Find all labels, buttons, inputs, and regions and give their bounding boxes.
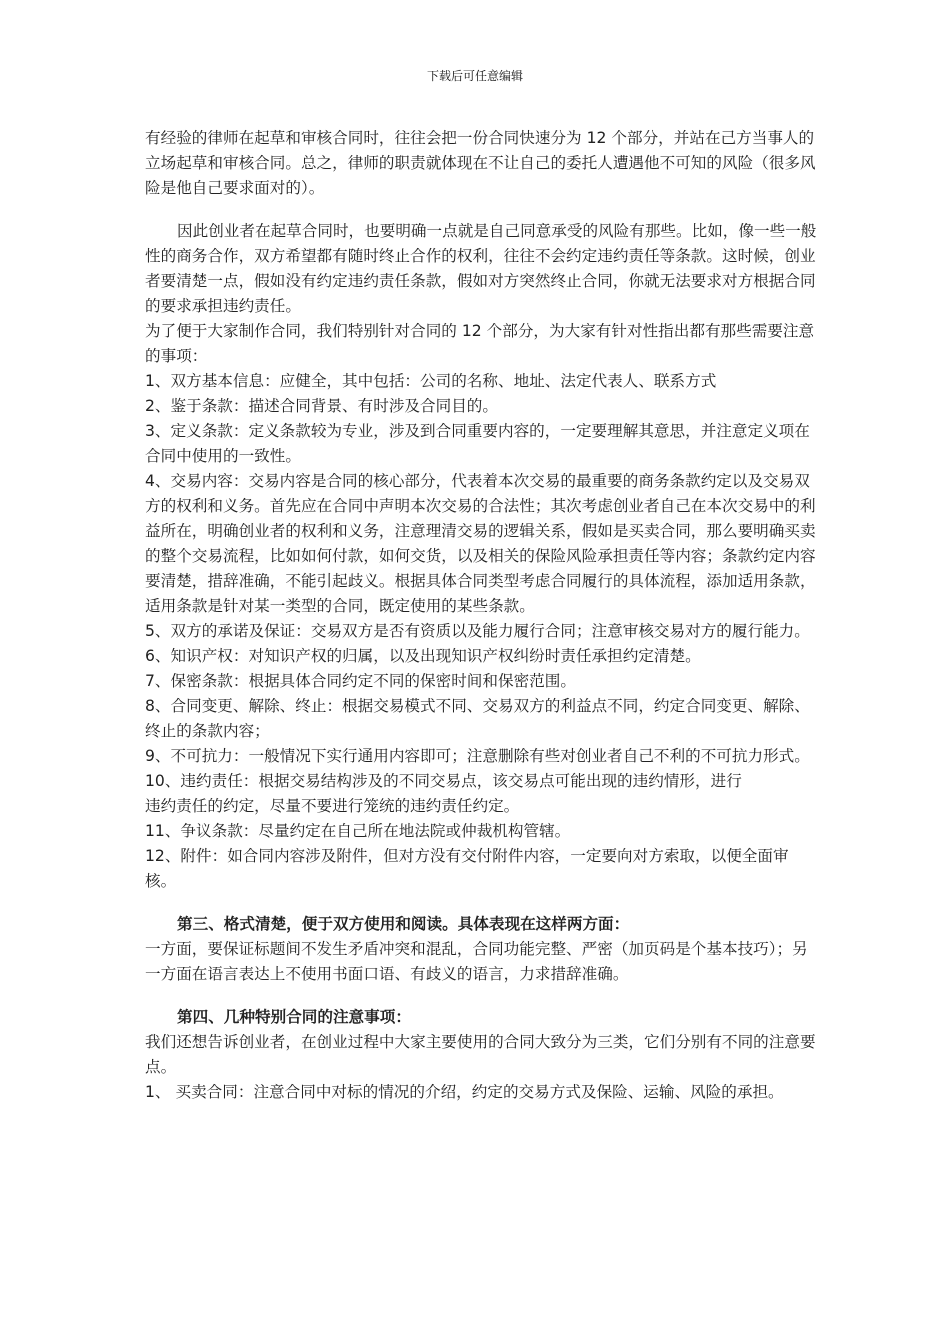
list-item-1: 1、双方基本信息：应健全，其中包括：公司的名称、地址、法定代表人、联系方式 bbox=[145, 372, 717, 390]
document-body bbox=[145, 126, 817, 1105]
section-3-body: 一方面，要保证标题间不发生矛盾冲突和混乱，合同功能完整、严密（加页码是个基本技巧）；另一方面在语言表达上不使用书面口语、有歧义的语言，力求措辞准确。 bbox=[145, 940, 808, 983]
intro-paragraph-3: 为了便于大家制作合同，我们特别针对合同的 12 个部分，为大家有针对性指出都有那些需要注意的事项： bbox=[145, 322, 815, 365]
list-item-3: 3、定义条款：定义条款较为专业，涉及到合同重要内容的，一定要理解其意思，并注意定义项在合同中使用的一致性。 bbox=[145, 422, 810, 465]
list-item-5: 5、双方的承诺及保证：交易双方是否有资质以及能力履行合同；注意审核交易对方的履行能力。 bbox=[145, 622, 810, 640]
section-4-body: 我们还想告诉创业者，在创业过程中大家主要使用的合同大致分为三类，它们分别有不同的注意要点。 bbox=[145, 1033, 816, 1076]
list-item-9: 9、不可抗力：一般情况下实行通用内容即可；注意删除有些对创业者自己不利的不可抗力形式。 bbox=[145, 747, 810, 765]
list-item-8: 8、合同变更、解除、终止：根据交易模式不同、交易双方的利益点不同，约定合同变更、解除、终止的条款内容； bbox=[145, 697, 810, 740]
list-item-11: 11、争议条款：尽量约定在自己所在地法院或仲裁机构管辖。 bbox=[145, 822, 571, 840]
list-item-10: 10、违约责任：根据交易结构涉及的不同交易点，该交易点可能出现的违约情形，进行 bbox=[145, 772, 742, 790]
list-item-7: 7、保密条款：根据具体合同约定不同的保密时间和保密范围。 bbox=[145, 672, 576, 690]
list-item-10-continued: 违约责任的约定，尽量不要进行笼统的违约责任约定。 bbox=[145, 797, 520, 815]
intro-paragraph-1: 有经验的律师在起草和审核合同时，往往会把一份合同快速分为 12 个部分，并站在己方当事人的立场起草和审核合同。总之，律师的职责就体现在不让自己的委托人遭遇他不可知的风险（很多风险是他自己要求面对的）。 bbox=[145, 129, 816, 197]
section-3-heading: 第三、格式清楚，便于双方使用和阅读。具体表现在这样两方面： bbox=[177, 915, 630, 933]
section-4-item-1: 1、 买卖合同：注意合同中对标的情况的介绍，约定的交易方式及保险、运输、风险的承担。 bbox=[145, 1083, 784, 1101]
intro-paragraph-2: 因此创业者在起草合同时，也要明确一点就是自己同意承受的风险有那些。比如，像一些一般性的商务合作，双方希望都有随时终止合作的权利，往往不会约定违约责任等条款。这时候，创业者要清楚一点，假如没有约定违约责任条款，假如对方突然终止合同，你就无法要求对方根据合同的要求承担违约责任。 bbox=[145, 222, 817, 315]
list-item-6: 6、知识产权：对知识产权的归属，以及出现知识产权纠纷时责任承担约定清楚。 bbox=[145, 647, 701, 665]
download-note: 下载后可任意编辑 bbox=[426, 69, 523, 83]
list-item-2: 2、鉴于条款：描述合同背景、有时涉及合同目的。 bbox=[145, 397, 498, 415]
section-4-heading: 第四、几种特别合同的注意事项： bbox=[177, 1008, 411, 1026]
list-item-4: 4、交易内容：交易内容是合同的核心部分，代表着本次交易的最重要的商务条款约定以及交易双方的权利和义务。首先应在合同中声明本次交易的合法性；其次考虑创业者自己在本次交易中的利益所在，明确创业者的权利和义务，注意理清交易的逻辑关系，假如是买卖合同，那么要明确买卖的整个交易流程，比如如何付款，如何交货，以及相关的保险风险承担责任等内容；条款约定内容要清楚，措辞准确，不能引起歧义。根据具体合同类型考虑合同履行的具体流程，添加适用条款，适用条款是针对某一类型的合同，既定使用的某些条款。 bbox=[145, 472, 816, 615]
list-item-12: 12、附件：如合同内容涉及附件，但对方没有交付附件内容，一定要向对方索取，以便全面审核。 bbox=[145, 847, 789, 890]
